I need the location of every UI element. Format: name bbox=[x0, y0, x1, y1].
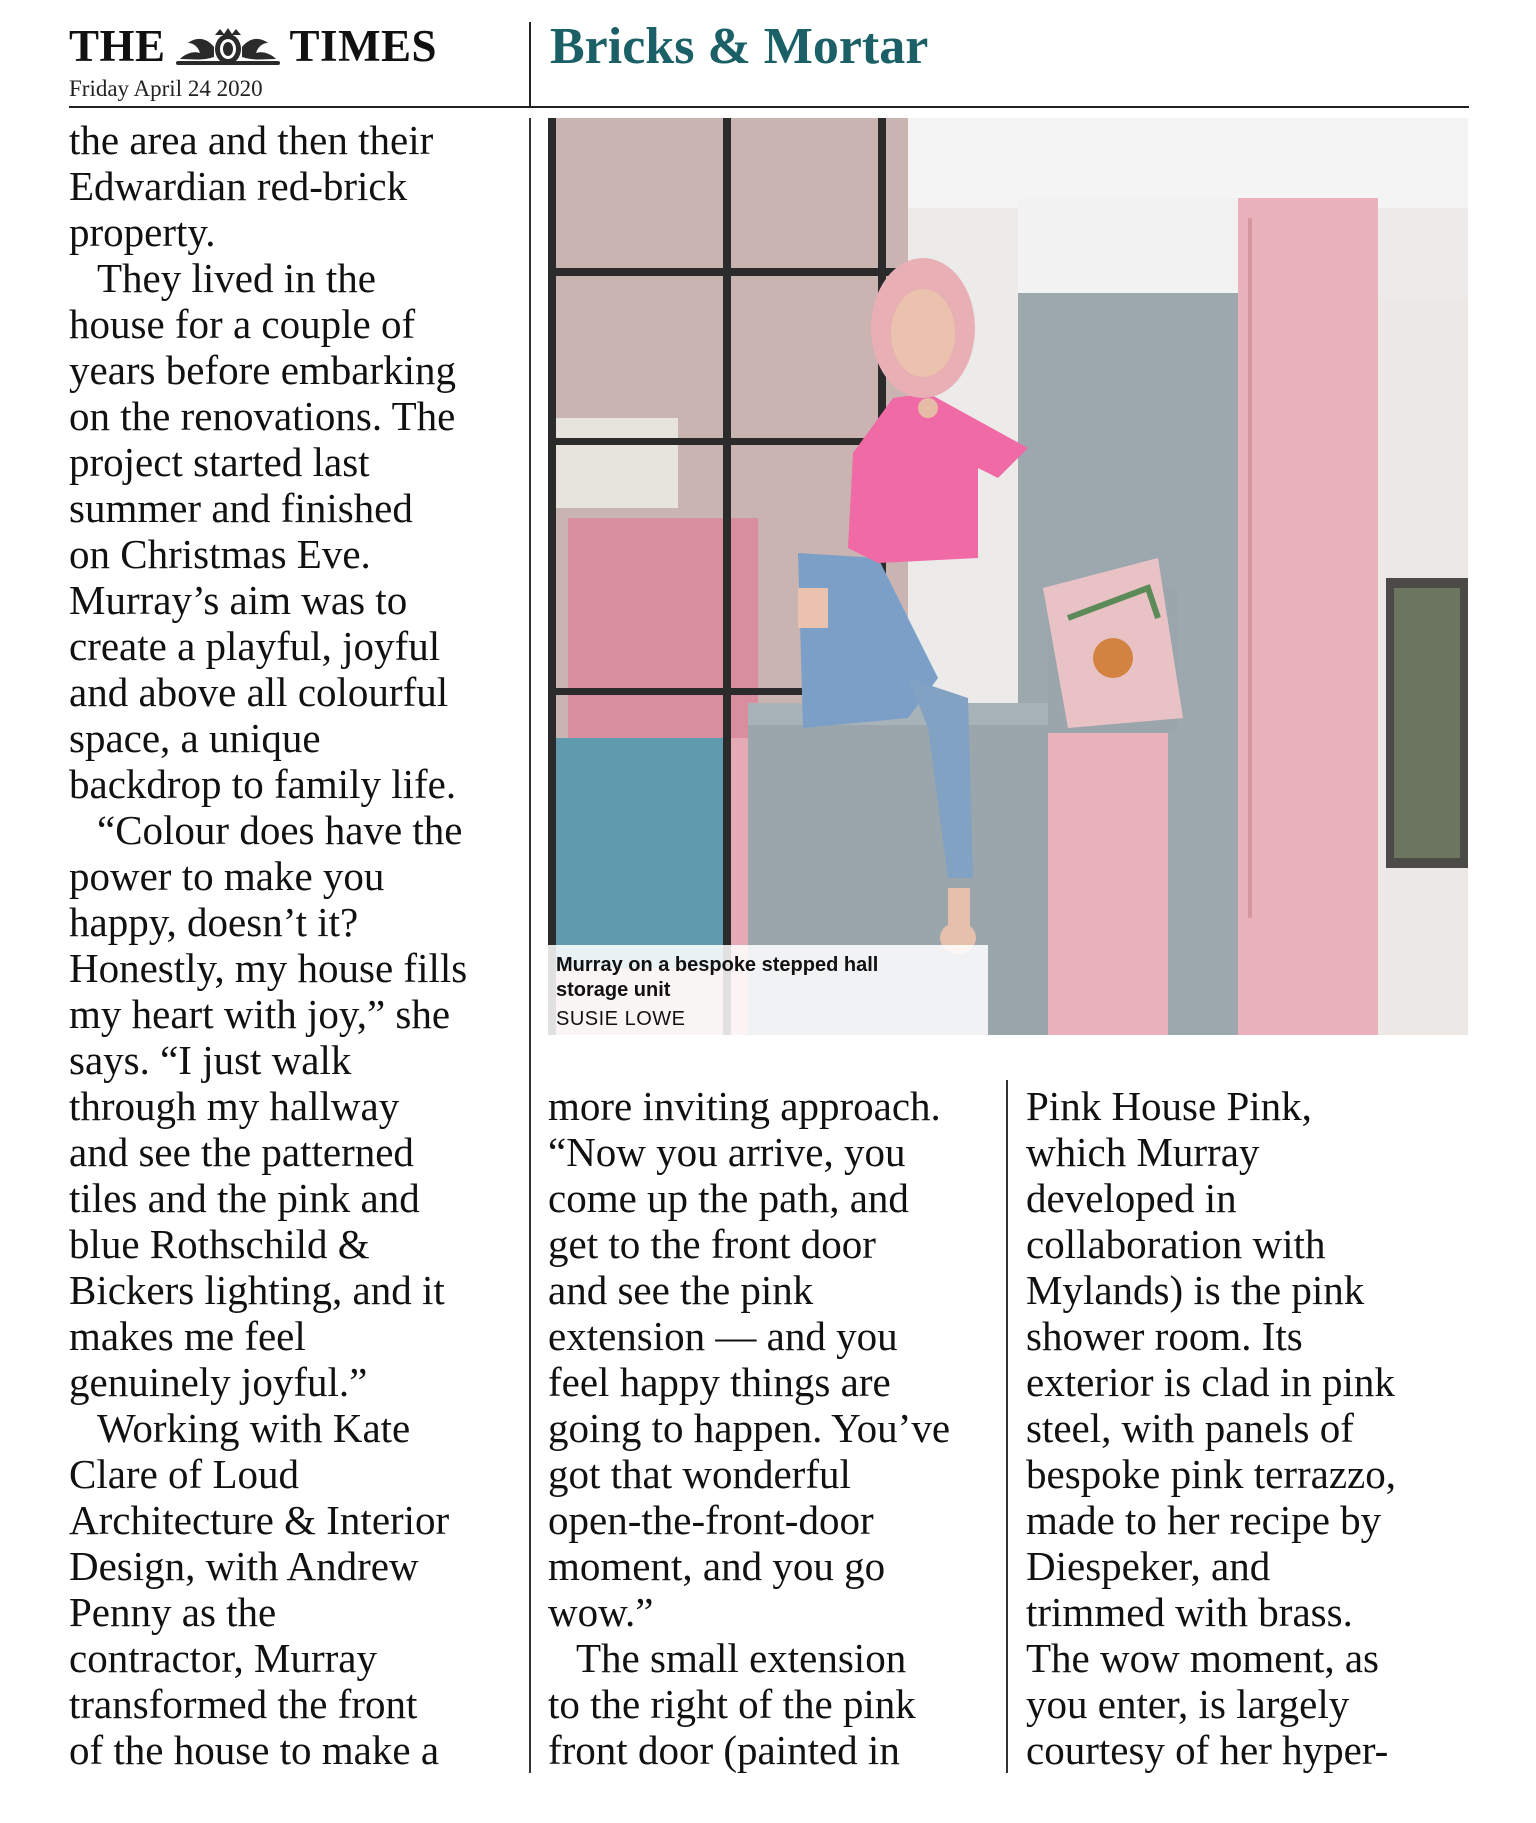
article-line: “Now you arrive, you bbox=[548, 1129, 906, 1175]
caption-text bbox=[556, 953, 878, 1003]
article-line: developed in bbox=[1026, 1175, 1237, 1221]
article-line: Murray’s aim was to bbox=[69, 577, 408, 623]
article-line: happy, doesn’t it? bbox=[69, 899, 359, 945]
royal-crest-icon bbox=[168, 27, 288, 67]
article-line: summer and finished bbox=[69, 485, 413, 531]
article-line: Clare of Loud bbox=[69, 1451, 299, 1497]
article-line: Edwardian red-brick bbox=[69, 163, 408, 209]
article-line: bespoke pink terrazzo, bbox=[1026, 1451, 1396, 1497]
article-column-3 bbox=[1026, 1083, 1476, 1773]
article-line: to the right of the pink bbox=[548, 1681, 916, 1727]
article-line: years before embarking bbox=[69, 347, 457, 393]
article-line: steel, with panels of bbox=[1026, 1405, 1354, 1451]
article-line: space, a unique bbox=[69, 715, 321, 761]
masthead bbox=[69, 18, 529, 108]
article-line: wow.” bbox=[548, 1589, 654, 1635]
article-line: makes me feel bbox=[69, 1313, 306, 1359]
article-line: Diespeker, and bbox=[1026, 1543, 1271, 1589]
article-line: trimmed with brass. bbox=[1026, 1589, 1353, 1635]
article-line: going to happen. You’ve bbox=[548, 1405, 951, 1451]
newspaper-title-the: THE bbox=[69, 21, 166, 71]
photo-caption bbox=[548, 945, 988, 1035]
article-column-1 bbox=[69, 117, 519, 1773]
column-rule bbox=[529, 118, 531, 1773]
article-line: house for a couple of bbox=[69, 301, 416, 347]
article-line: Mylands) is the pink bbox=[1026, 1267, 1365, 1313]
masthead-divider bbox=[529, 22, 531, 106]
photo-illustration bbox=[548, 118, 1468, 1035]
article-line: the area and then their bbox=[69, 117, 434, 163]
section-title: Bricks & Mortar bbox=[550, 18, 929, 75]
article-line: Pink House Pink, bbox=[1026, 1083, 1312, 1129]
article-column-2 bbox=[548, 1083, 998, 1773]
article-line: Design, with Andrew bbox=[69, 1543, 419, 1589]
article-photo bbox=[548, 118, 1468, 1035]
article-line: and above all colourful bbox=[69, 669, 449, 715]
article-line: The small extension bbox=[576, 1635, 907, 1681]
article-line: my heart with joy,” she bbox=[69, 991, 451, 1037]
article-line: and see the pink bbox=[548, 1267, 814, 1313]
article-line: get to the front door bbox=[548, 1221, 876, 1267]
article-line: exterior is clad in pink bbox=[1026, 1359, 1395, 1405]
article-line: contractor, Murray bbox=[69, 1635, 378, 1681]
article-line: you enter, is largely bbox=[1026, 1681, 1350, 1727]
article-line: property. bbox=[69, 209, 216, 255]
article-line: moment, and you go bbox=[548, 1543, 886, 1589]
article-line: of the house to make a bbox=[69, 1727, 440, 1773]
article-line: Honestly, my house fills bbox=[69, 945, 468, 991]
article-line: which Murray bbox=[1026, 1129, 1260, 1175]
article-line: on Christmas Eve. bbox=[69, 531, 371, 577]
newspaper-title-times: TIMES bbox=[289, 21, 438, 71]
publication-date: Friday April 24 2020 bbox=[69, 76, 263, 101]
article-line: feel happy things are bbox=[548, 1359, 891, 1405]
article-line: backdrop to family life. bbox=[69, 761, 457, 807]
article-line: made to her recipe by bbox=[1026, 1497, 1382, 1543]
header-rule bbox=[69, 106, 1469, 108]
article-line: blue Rothschild & bbox=[69, 1221, 370, 1267]
article-line: “Colour does have the bbox=[97, 807, 463, 853]
article-line: extension — and you bbox=[548, 1313, 898, 1359]
article-line: on the renovations. The bbox=[69, 393, 456, 439]
article-line: They lived in the bbox=[97, 255, 376, 301]
article-line: power to make you bbox=[69, 853, 385, 899]
article-line: create a playful, joyful bbox=[69, 623, 441, 669]
article-line: project started last bbox=[69, 439, 370, 485]
column-rule bbox=[1006, 1080, 1008, 1773]
article-line: transformed the front bbox=[69, 1681, 418, 1727]
article-line: open-the-front-door bbox=[548, 1497, 874, 1543]
article-line: come up the path, and bbox=[548, 1175, 909, 1221]
article-line: The wow moment, as bbox=[1026, 1635, 1379, 1681]
newspaper-title bbox=[69, 18, 437, 74]
article-line: Penny as the bbox=[69, 1589, 277, 1635]
article-line: shower room. Its bbox=[1026, 1313, 1303, 1359]
article-line: collaboration with bbox=[1026, 1221, 1326, 1267]
article-line: tiles and the pink and bbox=[69, 1175, 420, 1221]
article-line: Working with Kate bbox=[97, 1405, 411, 1451]
article-line: more inviting approach. bbox=[548, 1083, 941, 1129]
article-line: says. “I just walk bbox=[69, 1037, 352, 1083]
article-line: through my hallway bbox=[69, 1083, 400, 1129]
article-line: and see the patterned bbox=[69, 1129, 414, 1175]
article-line: front door (painted in bbox=[548, 1727, 900, 1773]
article-line: genuinely joyful.” bbox=[69, 1359, 368, 1405]
article-line: Architecture & Interior bbox=[69, 1497, 450, 1543]
caption-line: storage unit bbox=[556, 979, 671, 1001]
caption-line: Murray on a bespoke stepped hall bbox=[556, 954, 879, 976]
photo-credit: SUSIE LOWE bbox=[556, 1008, 686, 1030]
article-line: Bickers lighting, and it bbox=[69, 1267, 445, 1313]
article-line: got that wonderful bbox=[548, 1451, 851, 1497]
article-line: courtesy of her hyper- bbox=[1026, 1727, 1389, 1773]
